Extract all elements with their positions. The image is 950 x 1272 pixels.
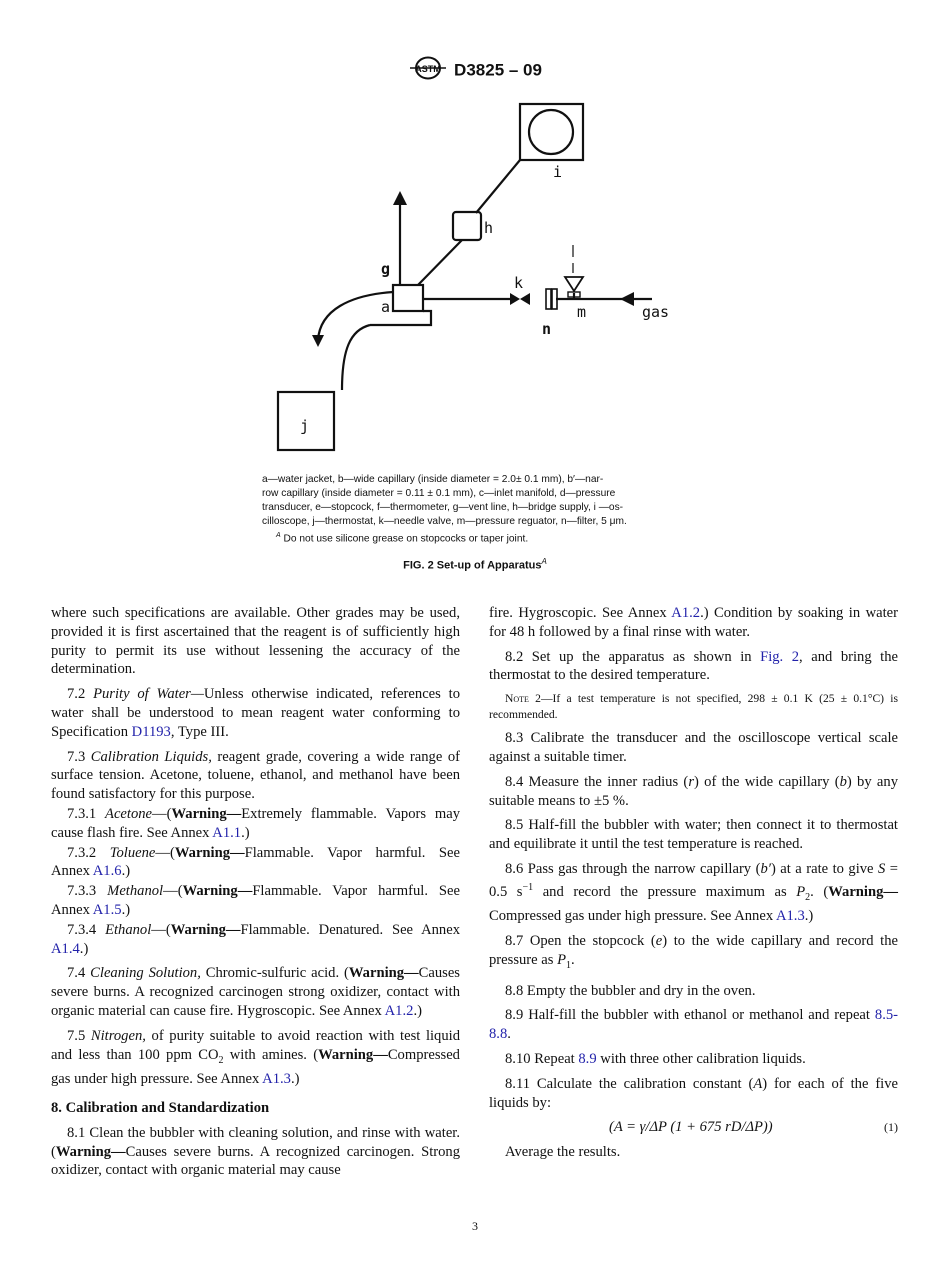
paragraph-8-7: 8.7 Open the stopcock (e) to the wide capillary and record the pressure as $P_1$. (489, 933, 898, 971)
paragraph-8-1: 8.1 Clean the bubbler with cleaning solution, and rinse with water. (Warning—Causes severe burns. A recognized carcinogen. Strong oxidizer, contact with organic material may cause (51, 1124, 460, 1179)
caption-line: row capillary (inside diameter = 0.11 ± 0.1 mm), c—inlet manifold, d—pressure (262, 488, 616, 499)
svg-text:g: g (381, 260, 391, 278)
ref-link[interactable]: A1.3 (775, 908, 805, 925)
left-column (51, 604, 460, 1186)
water-jacket-box (393, 285, 423, 311)
caption-line: cilloscope, j—thermostat, k—needle valve, m—pressure reguator, n—filter, 5 μm. (262, 516, 627, 527)
ref-link[interactable]: A1.5 (92, 901, 122, 918)
svg-text:n: n (542, 320, 552, 338)
paragraph-7-3-1: 7.3.1 Acetone—(Warning—Extremely flammable. Vapors may cause flash fire. See Annex A1.1.) (51, 805, 460, 841)
right-column (489, 604, 898, 1168)
pressure-regulator-icon (565, 277, 583, 291)
caption-line: a—water jacket, b—wide capillary (inside diameter = 2.0± 0.1 mm), b′—nar- (262, 474, 604, 485)
ref-link[interactable]: A1.6 (92, 863, 122, 880)
bridge-supply-box (453, 212, 481, 240)
paragraph-8-10: 8.10 Repeat 8.9 with three other calibration liquids. (505, 1051, 806, 1068)
equation-number: (1) (884, 1120, 898, 1135)
paragraph-8-6: 8.6 Pass gas through the narrow capillary (b′) at a rate to give S = 0.5 $s^{-1}$ and record the pressure maximum as $P_2$. (Warning—Compressed gas under high pressure. See Annex A1.3.) (489, 860, 899, 925)
document-designation: D3825 – 09 (454, 60, 542, 80)
svg-text:ASTM: ASTM (415, 64, 441, 74)
ref-link[interactable]: A1.2 (671, 605, 701, 621)
paragraph-7-5: 7.5 Nitrogen, of purity suitable to avoid reaction with test liquid and less than 100 ppm $CO_2$ with amines. (Warning—Compressed gas under high pressure. See Annex A1.3.) (51, 1027, 461, 1088)
page-header (0, 56, 950, 85)
apparatus-diagram (250, 95, 700, 465)
svg-text:a: a (381, 298, 391, 316)
filter-box-2 (552, 289, 557, 309)
ref-link[interactable]: A1.4 (51, 940, 80, 957)
paragraph-7-3-2: 7.3.2 Toluene—(Warning—Flammable. Vapor harmful. See Annex A1.6.) (51, 844, 460, 880)
astm-logo-icon (408, 56, 448, 85)
ref-link[interactable]: D1193 (131, 723, 171, 740)
return-arrow-icon (312, 335, 324, 347)
paragraph-7-3-4: 7.3.4 Ethanol—(Warning—Flammable. Denatured. See Annex A1.4.) (51, 921, 460, 957)
paragraph-8-2: 8.2 Set up the apparatus as shown in Fig. 2, and bring the thermostat to the desired temperature. (489, 648, 898, 684)
paragraph-8-9: 8.9 Half-fill the bubbler with ethanol or methanol and repeat 8.5-8.8. (489, 1007, 898, 1043)
paragraph-8-3: 8.3 Calibrate the transducer and the oscilloscope vertical scale against a suitable timer. (489, 730, 898, 765)
svg-text:j: j (300, 417, 310, 435)
figure-caption (262, 473, 682, 546)
needle-valve-icon (510, 293, 520, 305)
svg-text:m: m (577, 303, 587, 321)
oscilloscope-screen (529, 110, 573, 154)
filter-box (546, 289, 551, 309)
paragraph-7-4: 7.4 Cleaning Solution, Chromic-sulfuric acid. (Warning—Causes severe burns. A recognized carcinogen strong oxidizer, contact with organic material can cause fire. Hygroscopic. See Annex A1.2.) (51, 965, 460, 1019)
caption-line: transducer, e—stopcock, f—thermometer, g—vent line, h—bridge supply, i —os- (262, 502, 624, 513)
ref-link[interactable]: A1.3 (262, 1071, 291, 1088)
paragraph-8-4: 8.4 Measure the inner radius (r) of the wide capillary (b) by any suitable means to ±5 %. (489, 773, 898, 809)
svg-text:k: k (514, 274, 524, 292)
equation-text: (A = γ/ΔP (1 + 675 rD/ΔP)) (609, 1119, 773, 1136)
paragraph-7-2: 7.2 Purity of Water—Unless otherwise indicated, references to water shall be understood to mean reagent water conforming to Specification D1193, Type III. (51, 686, 460, 740)
gas-arrow-icon (620, 292, 634, 306)
ref-link[interactable]: A1.2 (384, 1002, 414, 1019)
paragraph-8-8: 8.8 Empty the bubbler and dry in the oven. (505, 982, 756, 999)
paragraph-8-5: 8.5 Half-fill the bubbler with water; then connect it to thermostat and equilibrate it until the test temperature is reached. (489, 817, 898, 853)
svg-text:i: i (553, 163, 563, 181)
equation-1 (489, 1118, 898, 1137)
paragraph-average: Average the results. (505, 1144, 621, 1161)
paragraph-7-3: 7.3 Calibration Liquids, reagent grade, covering a wide range of surface tension. Acetone, toluene, ethanol, and methanol have been found satisfactory for this purpose. (51, 748, 460, 803)
paragraph-8-1-cont: fire. Hygroscopic. See Annex A1.2.) Condition by soaking in water for 48 h followed by a final rinse with water. (489, 605, 898, 640)
note-2: Note 2—If a test temperature is not specified, 298 ± 0.1 K (25 ± 0.1°C) is recommended. (489, 692, 898, 722)
vent-arrow-icon (393, 191, 407, 205)
caption-footnote: $^A$ Do not use silicone grease on stopcocks or taper joint. (276, 532, 529, 545)
paragraph-8-11: 8.11 Calculate the calibration constant (A) for each of the five liquids by: (489, 1075, 899, 1111)
figure-title: FIG. 2 Set-up of Apparatus$^A$ (403, 557, 547, 572)
ref-link[interactable]: 8.5-8.8 (489, 1007, 898, 1043)
paragraph-7-3-3: 7.3.3 Methanol—(Warning—Flammable. Vapor harmful. See Annex A1.5.) (51, 883, 460, 918)
ref-link[interactable]: A1.1 (212, 824, 242, 841)
page-number: 3 (472, 1219, 478, 1233)
svg-text:h: h (484, 219, 494, 237)
paragraph: where such specifications are available. Other grades may be used, provided it is first ascertained that the reagent is of sufficiently high purity to permit its use without lessening the accuracy of the determination. (51, 605, 460, 678)
svg-text:gas: gas (642, 303, 670, 321)
ref-link[interactable]: 8.9 (578, 1051, 597, 1068)
ref-link[interactable]: Fig. 2 (760, 648, 800, 665)
section-heading: 8. Calibration and Standardization (51, 1100, 270, 1117)
